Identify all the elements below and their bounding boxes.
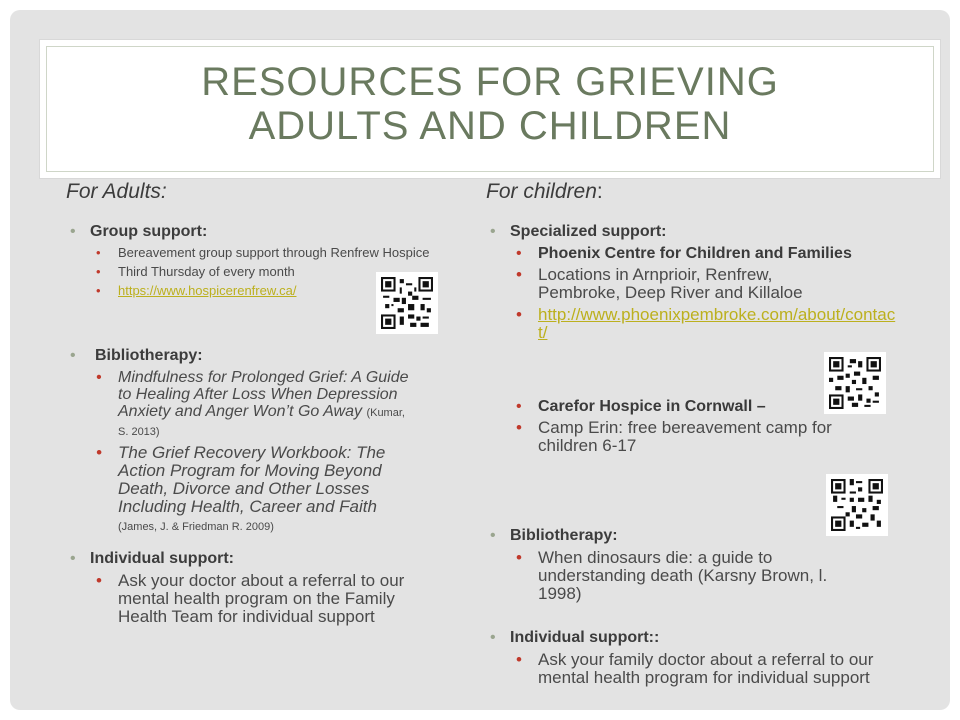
children-bibliotherapy-label: • Bibliotherapy: — [486, 526, 906, 545]
individual-support-item: • Ask your doctor about a referral to our mental health program on the Family Health Team for individual support — [90, 572, 428, 626]
children-bibliotherapy — [486, 526, 906, 603]
phoenix-locations: • Locations in Arnprioir, Renfrew, Pembroke, Deep River and Killaloe — [510, 266, 858, 302]
group-item-schedule: • Third Thursday of every month — [90, 265, 348, 279]
book-grief-recovery: • The Grief Recovery Workbook: The Action Program for Moving Beyond Death, Divorce and Other Losses Including Health, Career and Faith (James, J. & Friedman R. 2009) — [90, 444, 434, 536]
carefor-hospice: • Carefor Hospice in Cornwall – — [510, 398, 906, 415]
qr-code-hospice-renfrew-icon — [376, 272, 438, 334]
group-item-bereavement: • Bereavement group support through Renfrew Hospice — [90, 246, 436, 260]
slide-title: RESOURCES FOR GRIEVING ADULTS AND CHILDREN — [201, 60, 779, 148]
individual-support-label: • Individual support: — [66, 549, 446, 568]
qr-code-icon — [831, 479, 883, 531]
title-box — [40, 40, 940, 178]
hospice-renfrew-link[interactable]: • https://www.hospicerenfrew.ca/ — [90, 284, 436, 298]
adults-heading: For Adults: — [66, 180, 167, 203]
children-individual-support-label: • Individual support:: — [486, 628, 906, 647]
dinosaurs-book: • When dinosaurs die: a guide to understanding death (Karsny Brown, l. 1998) — [510, 549, 868, 603]
children-heading: For children: — [486, 180, 603, 203]
book-mindfulness: • Mindfulness for Prolonged Grief: A Guide to Healing After Loss When Depression Anxiety and Anger Won’t Go Away (Kumar, S. 2013) — [90, 369, 418, 441]
qr-code-icon — [381, 277, 433, 329]
bibliotherapy-label: • Bibliotherapy: — [66, 346, 446, 365]
phoenix-centre: • Phoenix Centre for Children and Families — [510, 245, 868, 262]
adults-individual-support — [66, 549, 446, 626]
group-support-label: • Group support: — [66, 222, 436, 241]
phoenix-link[interactable]: • http://www.phoenixpembroke.com/about/contact/ — [510, 306, 902, 342]
qr-code-icon — [829, 357, 881, 409]
specialized-support-label: • Specialized support: — [486, 222, 906, 241]
children-individual-support-item: • Ask your family doctor about a referral to our mental health program for individual support — [510, 651, 888, 687]
children-specialized — [486, 222, 906, 455]
qr-code-phoenix-icon — [824, 352, 886, 414]
adults-bibliotherapy — [66, 346, 446, 536]
camp-erin: • Camp Erin: free bereavement camp for children 6-17 — [510, 419, 888, 455]
children-individual-support — [486, 628, 906, 687]
